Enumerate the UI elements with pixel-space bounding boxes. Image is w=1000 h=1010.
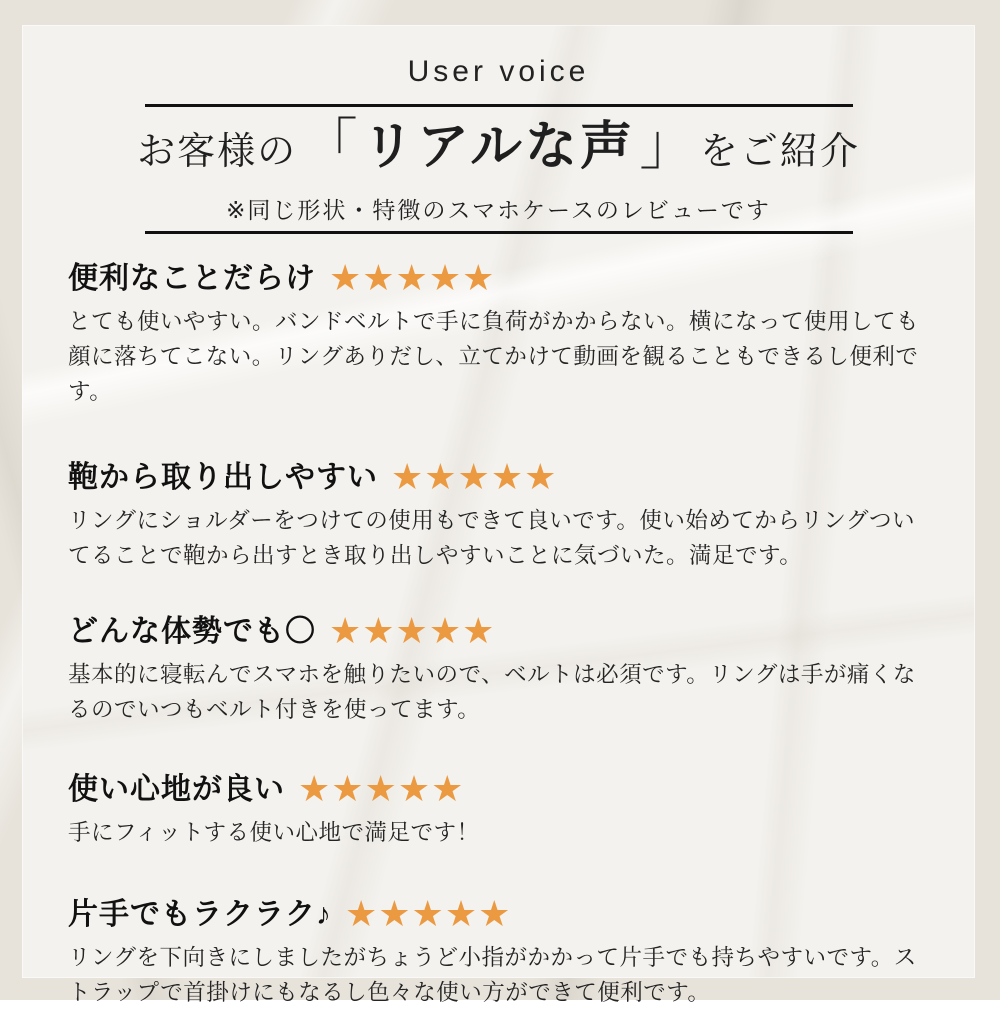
review-header — [68, 893, 929, 934]
review-body: 基本的に寝転んでスマホを触りたいので、ベルトは必須です。リングは手が痛くなるのでいつもベルト付きを使ってます。 — [68, 662, 916, 722]
headline-note: ※同じ形状・特徴のスマホケースのレビューです — [226, 197, 771, 223]
review-title: どんな体勢でも〇 — [68, 615, 316, 648]
review-body: リングを下向きにしましたがちょうど小指がかかって片手でも持ちやすいです。ストラップで首掛けにもなるし色々な使い方ができて便利です。 — [68, 945, 917, 1005]
review-item — [46, 893, 951, 1010]
review-body: とても使いやすい。バンドベルトで手に負荷がかからない。横になって使用しても顔に落ちてこない。リングありだし、立てかけて動画を観ることもできるし便利です。 — [68, 309, 920, 404]
review-body: 手にフィットする使い心地で満足です！ — [68, 820, 480, 845]
star-rating-icon: ★★★★★ — [391, 456, 558, 497]
review-header — [68, 610, 929, 651]
headline-emphasis: リアルな声 — [362, 118, 635, 176]
review-panel — [22, 25, 975, 1005]
headline-suffix: をご紹介 — [699, 131, 860, 173]
divider-bottom — [145, 231, 853, 234]
review-header — [68, 456, 929, 497]
headline — [46, 111, 951, 194]
review-item — [46, 610, 951, 727]
review-header — [68, 768, 929, 809]
review-header — [68, 257, 929, 298]
review-body: リングにショルダーをつけての使用もできて良いです。使い始めてからリングついてることで鞄から出すとき取り出しやすいことに気づいた。満足です。 — [68, 508, 915, 568]
review-item — [46, 768, 951, 850]
headline-bracket-open-icon: 「 — [301, 113, 358, 176]
review-title: 使い心地が良い — [68, 773, 285, 806]
divider-top — [145, 104, 853, 107]
headline-bracket-close-icon: 」 — [639, 113, 696, 176]
section-title: User voice — [407, 55, 590, 88]
review-title: 鞄から取り出しやすい — [68, 461, 378, 494]
star-rating-icon: ★★★★★ — [298, 768, 465, 809]
review-item — [46, 456, 951, 573]
star-rating-icon: ★★★★★ — [345, 893, 512, 934]
star-rating-icon: ★★★★★ — [329, 610, 496, 651]
star-rating-icon: ★★★★★ — [329, 257, 496, 298]
review-title: 片手でもラクラク♪ — [68, 898, 332, 931]
review-item — [46, 257, 951, 409]
headline-prefix: お客様の — [137, 131, 298, 173]
review-title: 便利なことだらけ — [68, 262, 316, 295]
